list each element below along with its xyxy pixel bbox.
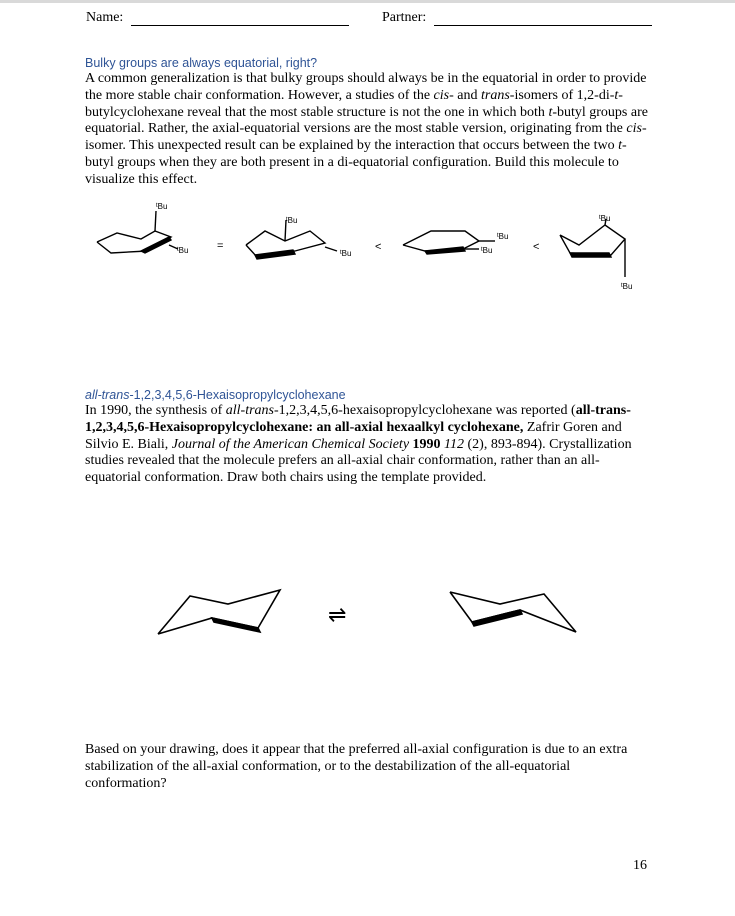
section2-run-9: 112 [444,436,464,452]
partner-label: Partner: [382,10,427,25]
tbu-label-2b: $^t$Bu [340,249,352,258]
partner-blank-line[interactable] [434,11,652,26]
tbu-label-1b: $^t$Bu [177,246,189,255]
name-blank-line[interactable] [131,11,349,26]
section2-heading-italic: all-trans [85,388,130,402]
chair-template-left [158,590,280,634]
name-label: Name: [86,10,124,25]
section2-run-3: all-trans-1,2,3,4,5,6-Hexaisopropylcyclohexane: an all-axial hexaalkyl cyclohexane, [85,403,631,435]
section2-heading [85,388,346,402]
section2-run-4: Zafrir Goren and Silvio E. Biali, [85,419,622,452]
section1-run-11: t [618,138,623,154]
section1-run-4: -isomers of 1,2-di- [509,87,615,103]
tbu-label-2a: $^t$Bu [286,216,298,225]
section1-run-5: t [614,87,619,103]
section2-run-7: 1990 [412,436,441,452]
tbu-label-4b: $^t$Bu [621,282,633,291]
page-top-border [0,0,735,3]
chair-template-right [450,592,576,632]
section1-run-10: -isomer. This unexpected result can be explained by the interaction that occurs between the two [85,121,647,154]
section2-run-0: In 1990, the synthesis of [85,403,226,418]
tbu-label-4a: $^t$Bu [599,214,611,223]
section1-run-12: -butyl groups when they are both present in a di-equatorial configuration. Build this molecule to visualize this effect. [85,138,627,187]
relation-1: = [217,240,224,252]
equilibrium-arrows: ⇌ [328,602,347,627]
question-text: Based on your drawing, does it appear that the preferred all-axial configuration is due to an extra stabilization of the all-axial conformation, or to the destabilization of the all-equatorial conformation? [85,742,628,791]
chair-4-axial-equatorial-view2 [560,219,625,277]
page-number: 16 [633,858,647,873]
tbu-label-1a: $^t$Bu [156,202,168,211]
chair-templates-figure [150,580,590,650]
section1-run-7: t [548,104,553,120]
section1-run-2: and [453,87,481,103]
partner-row [382,10,652,26]
section1-paragraph [85,71,650,189]
section1-heading: Bulky groups are always equatorial, right? [85,56,318,70]
chair-1-diequatorial-view1 [97,211,178,253]
section1-run-0: A common generalization is that bulky groups should always be in the equatorial in order to provide the more stable chair conformation. However, a studies of the [85,71,647,103]
section2-heading-rest: -1,2,3,4,5,6-Hexaisopropylcyclohexane [129,388,346,402]
section2-text [85,403,650,487]
section2-paragraph [85,403,650,487]
di-tbutyl-chairs-figure [85,195,655,295]
section1-run-9: cis [626,121,642,137]
relation-3: < [533,241,540,253]
question-paragraph [85,742,650,792]
name-row [86,10,349,26]
section1-run-6: -butylcyclohexane reveal that the most stable structure is not the one in which both [85,87,623,120]
section1-run-3: trans [480,87,510,103]
tbu-label-3a: $^t$Bu [497,232,509,241]
section2-run-10: (2), 893-894). Crystallization studies revealed that the molecule prefers an all-axial chair conformation, rather than an all-equatorial conformation. Draw both chairs using the template provided. [85,436,632,486]
relation-2: < [375,241,382,253]
section2-run-5: Journal of the American Chemical Society [171,436,410,452]
chair-2-diequatorial-view2 [246,220,337,259]
section1-text [85,71,650,189]
section2-run-1: all-trans [225,403,274,418]
section1-run-8: -butyl groups are equatorial. Rather, the axial-equatorial versions are the most stable version, originating from the [85,104,648,137]
section1-run-1: cis- [433,87,454,103]
tbu-label-3b: $^t$Bu [481,246,493,255]
section2-run-2: -1,2,3,4,5,6-hexaisopropylcyclohexane was reported ( [274,403,576,418]
